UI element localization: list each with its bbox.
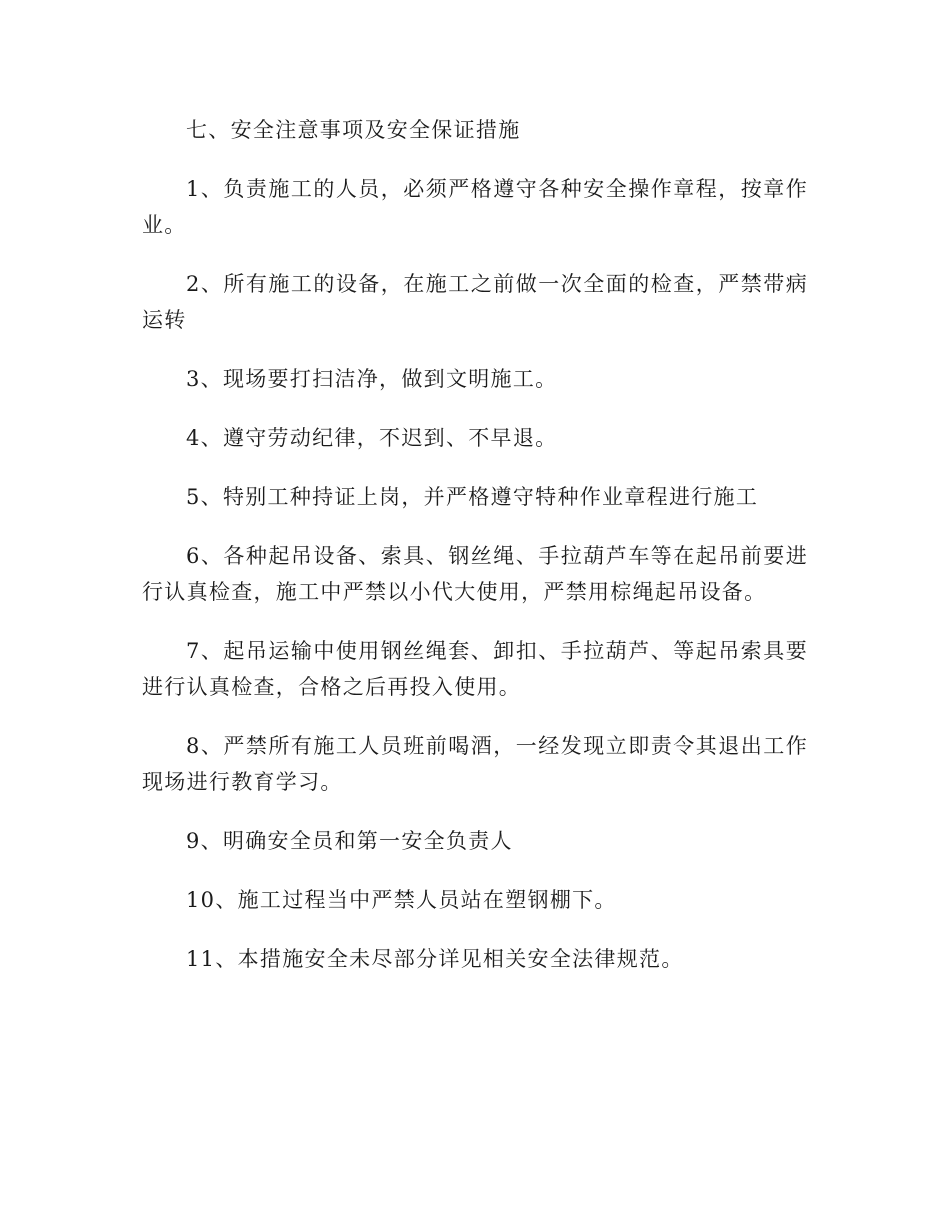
section-heading: 七、安全注意事项及安全保证措施 (186, 118, 521, 142)
list-item-5: 5、特别工种持证上岗，并严格遵守特种作业章程进行施工 (186, 485, 759, 509)
list-item-8: 8、严禁所有施工人员班前喝酒，一经发现立即责令其退出工作现场进行教育学习。 (142, 734, 808, 794)
list-item-10: 10、施工过程当中严禁人员站在塑钢棚下。 (186, 888, 617, 912)
list-item-6: 6、各种起吊设备、索具、钢丝绳、手拉葫芦车等在起吊前要进行认真检查，施工中严禁以小代大使用，严禁用棕绳起吊设备。 (142, 544, 808, 604)
list-item-7: 7、起吊运输中使用钢丝绳套、卸扣、手拉葫芦、等起吊索具要进行认真检查，合格之后再投入使用。 (142, 639, 808, 699)
document-body (142, 112, 808, 1000)
list-item-11: 11、本措施安全未尽部分详见相关安全法律规范。 (186, 947, 684, 971)
list-item-9: 9、明确安全员和第一安全负责人 (186, 829, 513, 853)
list-item-1: 1、负责施工的人员，必须严格遵守各种安全操作章程，按章作业。 (142, 177, 808, 237)
list-item-3: 3、现场要打扫洁净，做到文明施工。 (186, 367, 558, 391)
list-item-2: 2、所有施工的设备，在施工之前做一次全面的检查，严禁带病运转 (142, 272, 808, 332)
list-item-4: 4、遵守劳动纪律，不迟到、不早退。 (186, 426, 558, 450)
